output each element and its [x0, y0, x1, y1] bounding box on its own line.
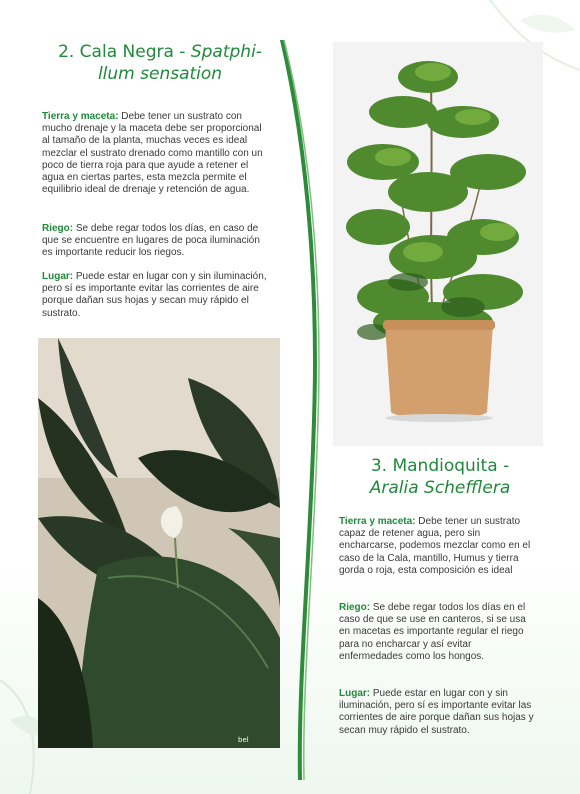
riego-text: Se debe regar todos los días en el caso de que se use en canteros, si se usa en macetas es importante regular el riego para no encharcar y así evitar enfermedades como los hongos.: [339, 602, 526, 662]
lugar-label: Lugar:: [42, 271, 74, 282]
scientific-name-part-1: Spatphi-: [190, 42, 262, 62]
mandioquita-riego-paragraph: [339, 602, 535, 663]
mandioquita-tierra-paragraph: [339, 516, 535, 577]
lugar-text: Puede estar en lugar con y sin iluminación, pero sí es importante evitar las corrientes de aire porque dañan sus hojas y secan muy rápido el sustrato.: [42, 271, 267, 319]
peace-lily-photo: [38, 338, 280, 748]
tierra-label: Tierra y maceta:: [339, 516, 416, 527]
cala-riego-paragraph: [42, 223, 270, 260]
green-stem-divider: [270, 40, 340, 780]
cala-tierra-paragraph: [42, 111, 270, 196]
watermark-text: bel: [238, 736, 249, 744]
scientific-name: Aralia Schefflera: [369, 478, 511, 498]
cala-lugar-paragraph: [42, 271, 270, 320]
lugar-label: Lugar:: [339, 688, 371, 699]
lugar-text: Puede estar en lugar con y sin iluminación, pero sí es importante evitar las corrientes de aire porque dañan sus hojas y secan muy rápido el sustrato.: [339, 688, 534, 736]
riego-text: Se debe regar todos los días, en caso de que se encuentre en lugares de poca iluminación es importante reducir los riegos.: [42, 223, 260, 259]
tierra-text: Debe tener un sustrato con mucho drenaje y la maceta debe ser proporcional al tamaño de la planta, muchas veces es ideal mezclar el sustrato drenado como mantillo con un poco de tierra roja para que ayude a retener el agua en ciertas partes, esta mezcla permite el equilibrio ideal de drenaje y retención de agua.: [42, 111, 263, 196]
riego-label: Riego:: [339, 602, 371, 613]
section-title-mandioquita: [330, 455, 550, 499]
riego-label: Riego:: [42, 223, 74, 234]
tierra-label: Tierra y maceta:: [42, 111, 119, 122]
title-prefix: 3. Mandioquita -: [370, 456, 510, 476]
scientific-name-part-2: llum sensation: [97, 64, 223, 84]
section-title-cala-negra: [40, 41, 280, 85]
tierra-text: Debe tener un sustrato capaz de retener agua, pero sin encharcarse, podemos mezclar como en el caso de la Cala, mantillo, Humus y tierra gorda o roja, esta composición es ideal: [339, 516, 531, 576]
schefflera-pot-photo: [333, 42, 543, 446]
mandioquita-lugar-paragraph: [339, 688, 535, 737]
title-prefix: 2. Cala Negra -: [58, 42, 191, 62]
